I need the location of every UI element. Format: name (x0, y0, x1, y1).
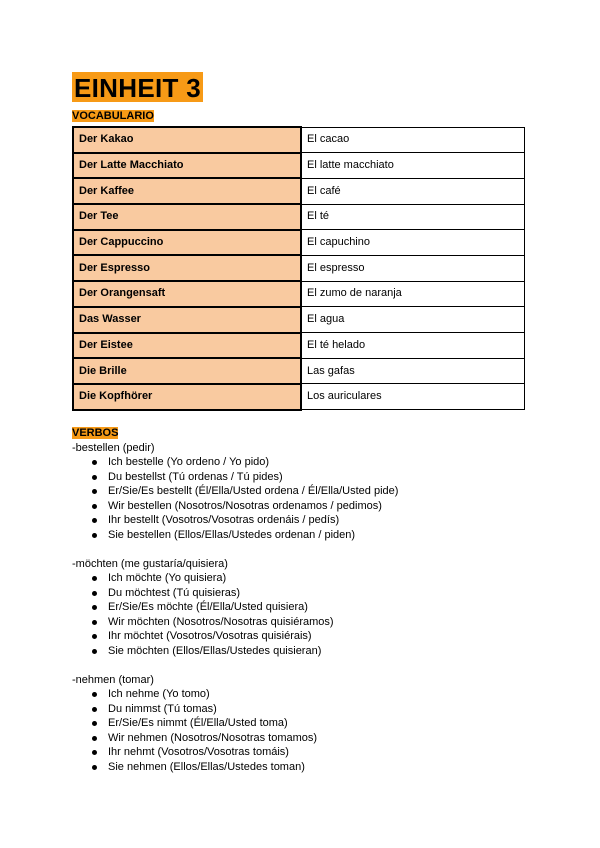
bullet-icon (92, 489, 97, 494)
bullet-icon (92, 605, 97, 610)
conjugation-text: Du möchtest (Tú quisieras) (108, 586, 241, 599)
vocab-spanish: El agua (301, 307, 525, 333)
vocab-german: Der Tee (73, 204, 301, 230)
bullet-icon (92, 518, 97, 523)
vocab-spanish: El capuchino (301, 230, 525, 256)
conjugation-item (72, 528, 572, 543)
bullet-icon (92, 721, 97, 726)
conjugation-item (72, 484, 572, 499)
conjugation-item (72, 731, 572, 746)
bullet-icon (92, 707, 97, 712)
vocab-german: Der Espresso (73, 255, 301, 281)
bullet-icon (92, 634, 97, 639)
conjugation-text: Ich bestelle (Yo ordeno / Yo pido) (108, 456, 270, 468)
conjugation-item (72, 644, 572, 659)
vocab-german: Der Orangensaft (73, 281, 301, 307)
vocab-row (73, 127, 525, 153)
vocab-spanish: El latte macchiato (301, 153, 525, 179)
page-title: EINHEIT 3 (74, 73, 201, 103)
vocab-spanish: El cacao (301, 127, 525, 153)
vocab-row (73, 281, 525, 307)
conjugation-text: Wir nehmen (Nosotros/Nosotras tomamos) (108, 731, 318, 744)
vocab-german: Der Cappuccino (73, 230, 301, 256)
conjugation-text: Ihr nehmt (Vosotros/Vosotras tomáis) (108, 746, 289, 758)
vocab-spanish: El té (301, 204, 525, 230)
vocab-german: Der Eistee (73, 333, 301, 359)
verb-group (72, 441, 572, 543)
conjugation-text: Er/Sie/Es bestellt (Él/Ella/Usted ordena / Él/Ella/Usted pide) (108, 485, 399, 497)
vocab-german: Die Kopfhörer (73, 384, 301, 410)
conjugation-list (72, 687, 572, 774)
conjugation-item (72, 455, 572, 470)
bullet-icon (92, 504, 97, 509)
vocab-spanish: Las gafas (301, 358, 525, 384)
bullet-icon (92, 736, 97, 741)
vocab-row (73, 307, 525, 333)
vocab-german: Die Brille (73, 358, 301, 384)
conjugation-list (72, 571, 572, 658)
conjugation-item (72, 571, 572, 586)
conjugation-item (72, 629, 572, 644)
verb-infinitive: -bestellen (pedir) (72, 441, 155, 454)
vocab-row (73, 358, 525, 384)
vocab-row (73, 333, 525, 359)
bullet-icon (92, 692, 97, 697)
conjugation-text: Wir möchten (Nosotros/Nosotras quisiéramos) (108, 615, 334, 628)
bullet-icon (92, 591, 97, 596)
vocabulary-heading (72, 110, 154, 123)
conjugation-text: Er/Sie/Es nimmt (Él/Ella/Usted toma) (108, 717, 288, 729)
conjugation-item (72, 760, 572, 775)
vocab-german: Das Wasser (73, 307, 301, 333)
verb-group (72, 673, 572, 775)
vocab-spanish: El café (301, 178, 525, 204)
vocab-row (73, 153, 525, 179)
conjugation-item (72, 470, 572, 485)
conjugation-text: Sie bestellen (Ellos/Ellas/Ustedes ordenan / piden) (108, 528, 356, 541)
bullet-icon (92, 620, 97, 625)
conjugation-text: Er/Sie/Es möchte (Él/Ella/Usted quisiera) (108, 601, 308, 613)
vocab-german: Der Kakao (73, 127, 301, 153)
conjugation-list (72, 455, 572, 542)
vocab-row (73, 178, 525, 204)
conjugation-item (72, 600, 572, 615)
conjugation-item (72, 586, 572, 601)
conjugation-item (72, 499, 572, 514)
bullet-icon (92, 649, 97, 654)
vocab-spanish: El té helado (301, 333, 525, 359)
bullet-icon (92, 750, 97, 755)
verbs-heading (72, 426, 572, 441)
vocab-row (73, 255, 525, 281)
conjugation-text: Sie nehmen (Ellos/Ellas/Ustedes toman) (108, 760, 305, 773)
vocabulary-table (72, 126, 525, 411)
vocab-row (73, 230, 525, 256)
conjugation-text: Ich möchte (Yo quisiera) (108, 572, 227, 584)
conjugation-text: Du nimmst (Tú tomas) (108, 702, 217, 715)
conjugation-text: Sie möchten (Ellos/Ellas/Ustedes quisieran) (108, 644, 322, 657)
vocab-spanish: El zumo de naranja (301, 281, 525, 307)
verb-infinitive: -nehmen (tomar) (72, 673, 154, 686)
conjugation-item (72, 513, 572, 528)
conjugation-item (72, 716, 572, 731)
conjugation-item (72, 615, 572, 630)
vocab-german: Der Kaffee (73, 178, 301, 204)
bullet-icon (92, 533, 97, 538)
conjugation-item (72, 745, 572, 760)
conjugation-text: Du bestellst (Tú ordenas / Tú pides) (108, 470, 283, 483)
vocabulary-heading-text: VOCABULARIO (72, 110, 154, 122)
conjugation-text: Ihr möchtet (Vosotros/Vosotras quisiérais) (108, 630, 312, 642)
conjugation-text: Ihr bestellt (Vosotros/Vosotras ordenáis / pedís) (108, 514, 340, 526)
verb-infinitive: -möchten (me gustaría/quisiera) (72, 557, 228, 570)
vocab-spanish: Los auriculares (301, 384, 525, 410)
conjugation-text: Wir bestellen (Nosotros/Nosotras ordenamos / pedimos) (108, 499, 382, 512)
verbs-section (72, 426, 572, 774)
conjugation-text: Ich nehme (Yo tomo) (108, 688, 210, 700)
conjugation-item (72, 702, 572, 717)
bullet-icon (92, 475, 97, 480)
conjugation-item (72, 687, 572, 702)
vocab-spanish: El espresso (301, 255, 525, 281)
vocab-row (73, 384, 525, 410)
bullet-icon (92, 576, 97, 581)
bullet-icon (92, 765, 97, 770)
verbs-heading-text: VERBOS (72, 427, 119, 439)
bullet-icon (92, 460, 97, 465)
vocab-row (73, 204, 525, 230)
verb-group (72, 557, 572, 659)
vocab-german: Der Latte Macchiato (73, 153, 301, 179)
